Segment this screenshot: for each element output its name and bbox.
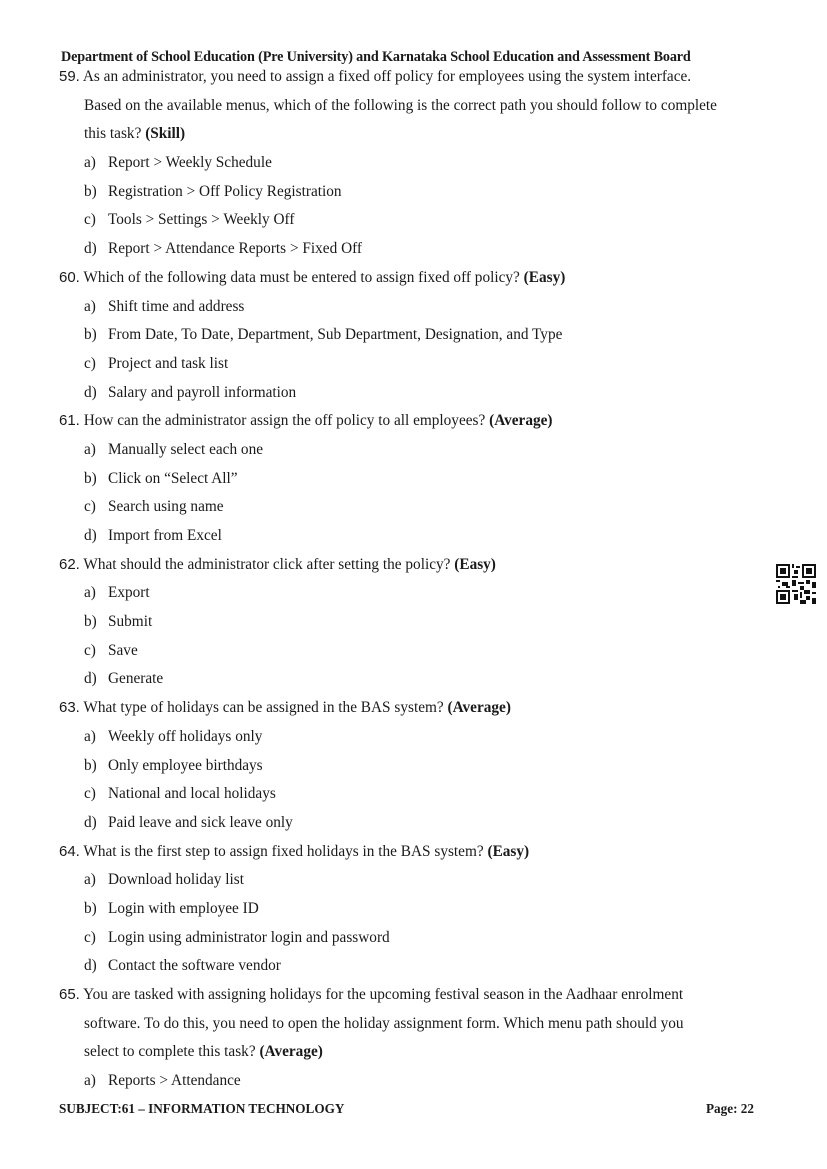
option-label: a) [84,154,96,172]
option-text: Tools > Settings > Weekly Off [108,211,295,229]
option-text: Reports > Attendance [108,1072,241,1090]
option-text: Paid leave and sick leave only [108,813,293,831]
answer-option [59,522,779,551]
answer-option [59,436,779,465]
option-text: Report > Attendance Reports > Fixed Off [108,240,363,258]
difficulty-tag: (Average) [447,699,511,717]
option-label: d) [84,813,97,831]
difficulty-tag: (Average) [489,412,553,430]
option-label: c) [84,641,96,659]
question-stem-continued [59,1010,779,1039]
option-text: Project and task list [108,354,229,372]
question-stem [59,694,779,723]
question-number: 61. [59,412,80,430]
answer-option [59,493,779,522]
question-number: 60. [59,268,80,286]
question-text: What type of holidays can be assigned in the BAS system? [83,699,444,717]
option-label: a) [84,1072,96,1090]
question-stem [59,407,779,436]
answer-option [59,579,779,608]
answer-option [59,1067,779,1096]
option-label: b) [84,182,97,200]
answer-option [59,780,779,809]
footer-page-number: Page: 22 [706,1101,754,1116]
option-label: a) [84,584,96,602]
question-stem-continued [59,120,779,149]
option-text: Submit [108,613,153,631]
question-stem [59,63,779,92]
option-label: b) [84,326,97,344]
question-list [59,63,779,1096]
question-text: How can the administrator assign the off policy to all employees? [83,412,486,430]
question-text: What is the first step to assign fixed holidays in the BAS system? [83,842,484,860]
option-text: Import from Excel [108,527,222,544]
option-label: a) [84,871,96,889]
question-text: software. To do this, you need to open the holiday assignment form. Which menu path should you [84,1014,684,1032]
option-label: d) [84,957,97,975]
option-label: c) [84,498,96,516]
question-block [59,551,779,694]
option-label: a) [84,440,96,458]
option-label: a) [84,727,96,745]
difficulty-tag: (Easy) [523,268,566,286]
question-stem [59,838,779,867]
question-number: 62. [59,555,80,573]
answer-option [59,293,779,322]
answer-option [59,952,779,981]
answer-option [59,608,779,637]
option-label: c) [84,354,96,372]
question-text: Which of the following data must be entered to assign fixed off policy? [83,268,520,286]
option-label: d) [84,383,97,401]
option-label: d) [84,240,97,258]
answer-option [59,637,779,666]
answer-option [59,752,779,781]
option-label: c) [84,785,96,803]
question-stem [59,551,779,580]
option-label: d) [84,670,97,688]
question-text: this task? [84,125,142,143]
answer-option [59,895,779,924]
difficulty-tag: (Average) [259,1043,323,1061]
question-number: 64. [59,842,80,860]
difficulty-tag: (Skill) [145,125,186,143]
answer-option [59,809,779,838]
question-stem-continued [59,92,779,121]
option-text: Download holiday list [108,871,244,889]
question-number: 63. [59,699,80,717]
option-label: b) [84,613,97,631]
option-text: Manually select each one [108,440,264,458]
option-label: b) [84,469,97,487]
option-text: Weekly off holidays only [108,727,263,745]
option-text: Contact the software vendor [108,957,281,975]
question-block [59,63,779,264]
answer-option [59,206,779,235]
question-text: As an administrator, you need to assign a fixed off policy for employees using the system interface. [82,68,692,85]
answer-option [59,350,779,379]
option-text: Search using name [108,498,224,516]
answer-option [59,465,779,494]
question-block [59,694,779,837]
question-text: select to complete this task? [84,1043,256,1061]
option-text: Report > Weekly Schedule [108,154,272,172]
question-text: What should the administrator click after setting the policy? [83,555,451,573]
question-number: 59. [59,68,80,85]
option-label: d) [84,527,97,544]
question-text: Based on the available menus, which of the following is the correct path you should follow to complete [84,96,717,114]
question-block [59,407,779,550]
qr-code-icon [776,564,816,604]
option-text: From Date, To Date, Department, Sub Department, Designation, and Type [108,326,563,344]
question-block [59,981,779,1096]
answer-option [59,149,779,178]
question-stem-continued [59,1038,779,1067]
option-label: c) [84,211,96,229]
option-text: Login using administrator login and password [108,928,390,946]
question-number: 65. [59,986,80,1003]
answer-option [59,178,779,207]
option-text: Registration > Off Policy Registration [108,182,342,200]
answer-option [59,321,779,350]
question-stem [59,981,779,1010]
difficulty-tag: (Easy) [487,842,530,860]
option-text: Export [108,584,150,602]
question-block [59,838,779,981]
answer-option [59,723,779,752]
option-text: Click on “Select All” [108,469,238,487]
question-text: You are tasked with assigning holidays for the upcoming festival season in the Aadhaar enrolment [83,986,684,1003]
answer-option [59,866,779,895]
difficulty-tag: (Easy) [454,555,496,573]
footer-subject: SUBJECT:61 – INFORMATION TECHNOLOGY [59,1101,345,1116]
answer-option [59,924,779,953]
option-label: b) [84,756,97,774]
page-header: Department of School Education (Pre University) and Karnataka School Education and Assessment Board [61,49,691,65]
option-label: b) [84,899,97,917]
option-text: Shift time and address [108,297,245,315]
option-text: Save [108,641,138,659]
option-text: Generate [108,670,164,688]
option-text: Salary and payroll information [108,383,297,401]
option-label: a) [84,297,96,315]
answer-option [59,235,779,264]
question-block [59,264,779,407]
option-text: Only employee birthdays [108,756,263,774]
answer-option [59,379,779,408]
option-text: Login with employee ID [108,899,259,917]
answer-option [59,665,779,694]
question-stem [59,264,779,293]
option-text: National and local holidays [108,785,276,803]
option-label: c) [84,928,96,946]
